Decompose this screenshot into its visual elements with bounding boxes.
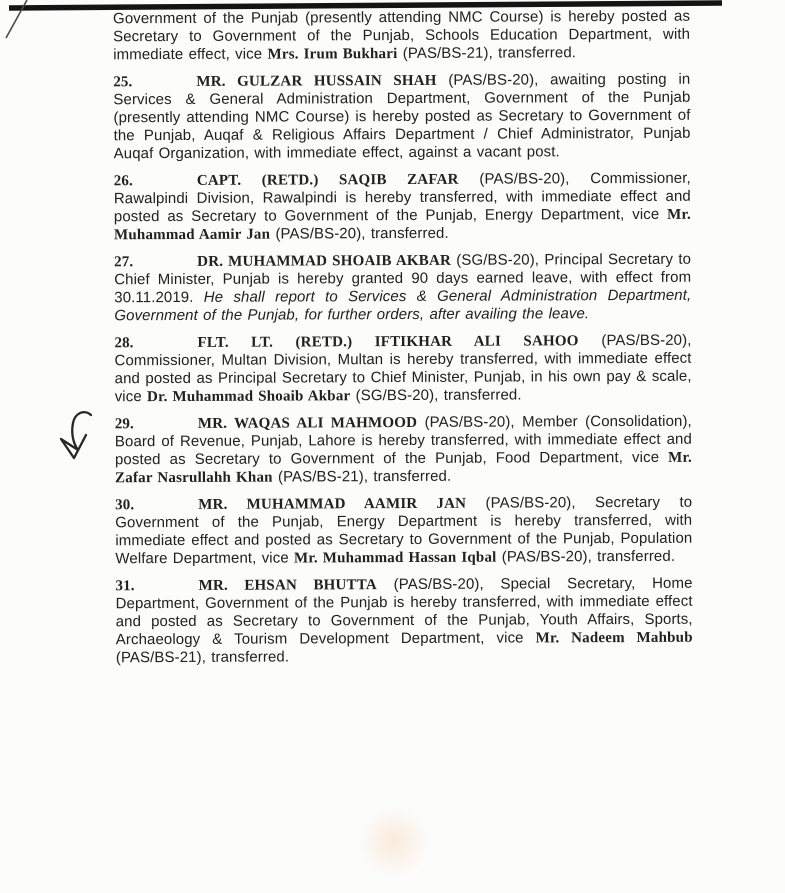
paragraph-26: [114, 170, 691, 245]
text-run: (SG/BS-20), transferred.: [350, 386, 522, 405]
document-body: [113, 8, 693, 677]
text-run: (PAS/BS-21), transferred.: [397, 44, 577, 63]
text-run: CAPT. (RETD.) SAQIB ZAFAR: [196, 171, 459, 189]
paragraph-number: 25.: [113, 74, 133, 91]
paragraph-28: [114, 332, 691, 407]
text-run: FLT. LT. (RETD.) IFTIKHAR ALI SAHOO: [197, 333, 579, 351]
text-run: Government of the Punjab (presently attending NMC Course) is hereby posted as Secretary to Government of the Punjab, Schools Education Department, with immediate effect, vice: [113, 7, 691, 64]
scan-smudge: [358, 806, 430, 878]
paragraph-continuation: [113, 8, 690, 65]
text-run: (PAS/BS-21), transferred.: [272, 467, 452, 486]
paragraph-29: [115, 413, 692, 488]
text-run: (PAS/BS-21), transferred.: [115, 648, 290, 667]
text-run: (PAS/BS-20), Secretary to Government of the Punjab, Energy Department is hereby transferred, with immediate effect and posted as Secretary to Government of the Punjab, Population Welfare Department, vice: [115, 493, 693, 568]
text-run: Mr. Nadeem Mahbub: [535, 629, 693, 647]
paragraph-30: [115, 494, 692, 569]
corner-fold-line-icon: [6, 0, 27, 38]
text-run: DR. MUHAMMAD SHOAIB AKBAR: [197, 252, 452, 270]
paragraph-number: 31.: [115, 578, 135, 595]
handwritten-checkmark-icon: [44, 406, 98, 470]
text-run: MR. MUHAMMAD AAMIR JAN: [198, 495, 467, 513]
paragraph-number: 29.: [114, 416, 134, 433]
paragraph-number: 26.: [113, 173, 133, 190]
text-run: (PAS/BS-20), Member (Consolidation), Board of Revenue, Punjab, Lahore is hereby transferred, with immediate effect and posted as Secretary to Government of the Punjab, Food Department, vice: [114, 412, 692, 469]
text-run: Mr. Zafar Nasrullahh Khan: [115, 449, 692, 487]
paragraph-25: [113, 71, 690, 164]
text-run: Mr. Muhammad Aamir Jan: [113, 206, 691, 244]
text-run: (SG/BS-20), Principal Secretary to Chief Minister, Punjab is hereby granted 90 days earned leave, with effect from 30.11.2019.: [114, 250, 692, 307]
text-run: Mrs. Irum Bukhari: [267, 46, 398, 63]
text-run: MR. WAQAS ALI MAHMOOD: [197, 414, 418, 432]
paragraph-31: [115, 575, 692, 668]
text-run: (PAS/BS-20), Commissioner, Rawalpindi Division, Rawalpindi is hereby transferred, with immediate effect and posted as Secretary to Government of the Punjab, Energy Department, vice: [113, 169, 691, 226]
text-run: Mr. Muhammad Hassan Iqbal: [293, 549, 497, 567]
paragraph-number: 28.: [114, 335, 134, 352]
text-run: Dr. Muhammad Shoaib Akbar: [146, 388, 351, 406]
text-run: (PAS/BS-20), Special Secretary, Home Department, Government of the Punjab is hereby transferred, with immediate effect and posted as Secretary to Government of the Punjab, Youth Affairs, Sports, Archaeology & Tourism Development Department, vice: [115, 574, 693, 649]
text-run: MR. EHSAN BHUTTA: [198, 577, 377, 594]
text-run: He shall report to Services & General Administration Department, Government of the Punjab, for further orders, after availing the leave.: [114, 286, 692, 325]
text-run: (PAS/BS-20), transferred.: [496, 547, 676, 566]
text-run: MR. GULZAR HUSSAIN SHAH: [196, 72, 437, 90]
paragraph-number: 30.: [115, 497, 135, 514]
text-run: (PAS/BS-20), Commissioner, Multan Division, Multan is hereby transferred, with immediate effect and posted as Principal Secretary to Chief Minister, Punjab, in his own pay & scale, vice: [114, 331, 692, 406]
text-run: (PAS/BS-20), awaiting posting in Services & General Administration Department, Government of the Punjab (presently attending NMC Course) is hereby posted as Secretary to Government of the Punjab, Auqaf & Religious Affairs Department / Chief Administrator, Punjab Auqaf Organization, with immediate effect, against a vacant post.: [113, 70, 691, 163]
text-run: (PAS/BS-20), transferred.: [270, 224, 449, 243]
paragraph-27: [114, 251, 691, 326]
paragraph-number: 27.: [114, 254, 134, 271]
